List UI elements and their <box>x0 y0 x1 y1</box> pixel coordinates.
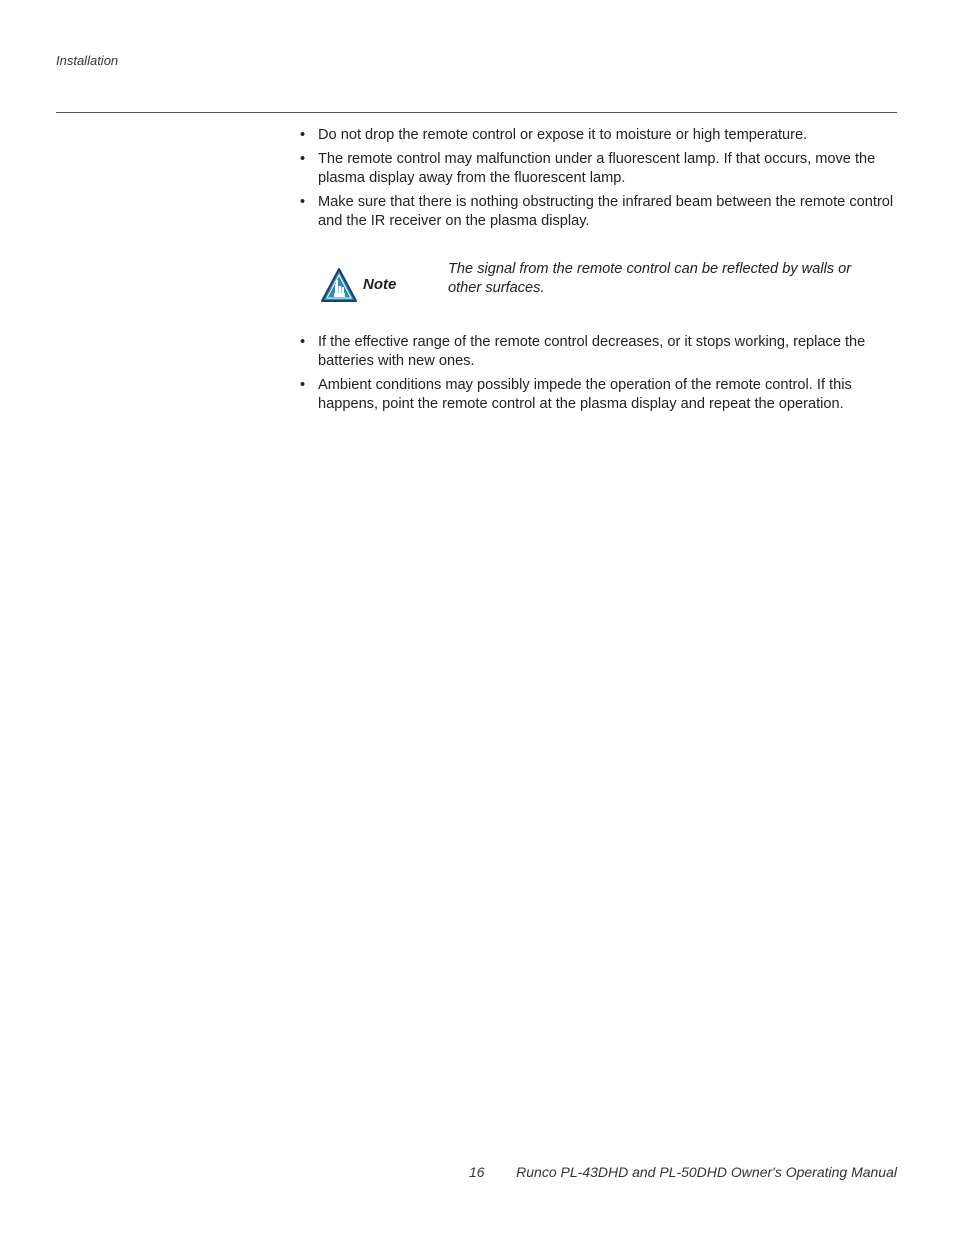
bullet-list-top <box>300 126 898 236</box>
bullet-marker: • <box>300 334 306 350</box>
running-header: Installation <box>56 53 119 68</box>
manual-title: Runco PL-43DHD and PL-50DHD Owner's Operating Manual <box>516 1164 897 1180</box>
list-item-text: Do not drop the remote control or expose it to moisture or high temperature. <box>318 127 808 143</box>
note-label: Note <box>363 276 397 293</box>
bullet-marker: • <box>300 151 306 167</box>
list-item-text: The remote control may malfunction under a fluorescent lamp. If that occurs, move the plasma display away from the fluorescent lamp. <box>318 151 876 186</box>
note-text: The signal from the remote control can be reflected by walls or other surfaces. <box>448 261 852 296</box>
list-item <box>300 126 898 145</box>
bullet-list-bottom <box>300 333 898 419</box>
bullet-marker: • <box>300 194 306 210</box>
list-item-text: Make sure that there is nothing obstructing the infrared beam between the remote control and the IR receiver on the plasma display. <box>318 194 894 229</box>
header-divider <box>56 112 897 113</box>
bullet-marker: • <box>300 127 306 143</box>
note-hand-icon <box>320 267 358 303</box>
list-item <box>300 376 898 414</box>
list-item-text: If the effective range of the remote control decreases, or it stops working, replace the batteries with new ones. <box>318 334 866 369</box>
bullet-marker: • <box>300 377 306 393</box>
list-item <box>300 150 898 188</box>
list-item <box>300 193 898 231</box>
list-item <box>300 333 898 371</box>
list-item-text: Ambient conditions may possibly impede the operation of the remote control. If this happens, point the remote control at the plasma display and repeat the operation. <box>318 377 852 412</box>
page-number: 16 <box>469 1164 485 1180</box>
